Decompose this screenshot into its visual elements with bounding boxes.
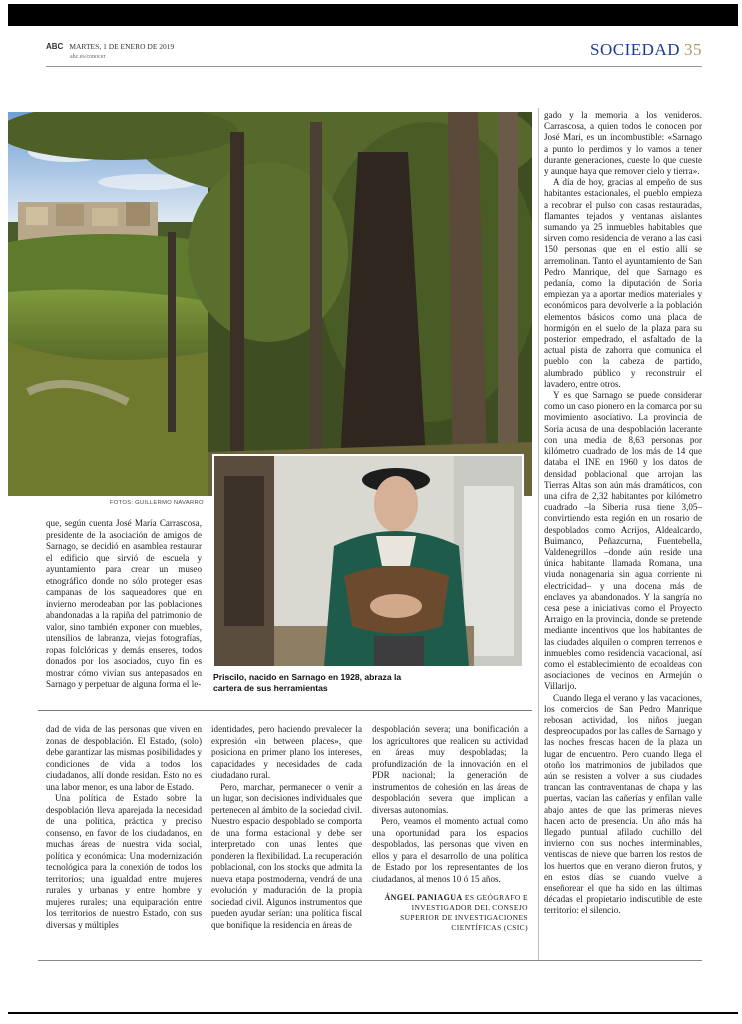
column-lower-1	[46, 724, 202, 931]
section-title	[590, 40, 702, 60]
page-header	[46, 40, 702, 72]
header-rule	[46, 66, 702, 67]
author-name: ÁNGEL PANIAGUA	[384, 893, 463, 902]
top-black-bar	[8, 4, 738, 26]
page-number: 35	[684, 40, 702, 59]
column-lower-3	[372, 724, 528, 933]
header-date: MARTES, 1 DE ENERO DE 2019	[69, 42, 175, 51]
portrait-illustration	[214, 456, 522, 666]
paragraph: Pero, marchar, permanecer o venir a un lugar, son decisiones individuales que pertenecen al ámbito de la sociedad civil. Nuestro espacio despoblado se comporta de una forma estacional y debe ser interpretado con unas lentes que ponderen la flexibilidad. La recuperación poblacional, con los stocks que admita la nueva etapa postmoderna, vendrá de una evolución y maduración de la propia sociedad civil. Algunos instrumentos que pueden ayudar serían: una política fiscal que bonifique la residencia en áreas de	[211, 781, 362, 930]
bottom-rule	[38, 960, 702, 961]
photo-caption: Priscilo, nacido en Sarnago en 1928, abraza la cartera de sus herramientas	[213, 672, 402, 693]
paragraph: Una política de Estado sobre la despoblación lleva aparejada la necesidad de una política, práctica y preciso consenso, en favor de los ciudadanos, en muchas áreas de nuestra vida social, política y económica: Una modernización tecnológica para la conexión de todos los territorios; una igualdad entre mujeres rurales y urbanas y entre hombre y mujeres rurales; una equiparación entre los territorios de nuestro Estado, con sus diversas y múltiples	[46, 793, 202, 930]
paragraph: Pero, veamos el momento actual como una oportunidad para los espacios despoblados, las personas que viven en ellos y para el desarrollo de una política de Estado por los representantes de los ciudadanos, al menos 10 ó 15 años.	[372, 816, 528, 884]
section-name: SOCIEDAD	[590, 40, 680, 59]
photo-credit: FOTOS: GUILLERMO NAVARRO	[110, 500, 204, 506]
paragraph: Y es que Sarnago se puede considerar como un caso pionero en la comarca por su movimiento asociativo. La provincia de Soria acusa de una despoblación lacerante con una media de 8,63 personas por kilómetro cuadrado de los más de 14 que databa el INE en 1960 y los datos de densidad poblacional que arrojan las Tierras Altas son aún más dramáticos, con una cifra de 2,32 habitantes por kilómetro cuadrado –la Siberia rusa tiene 3,05– convirtiendo esta región en un rosario de despoblados como Acrijos, Aldealcardo, Buimanco, Peñazcurna, Fuentebella, Valdenegrillos –donde aún reside una única habitante llamada Romana, una viuda nonagenaria sin agua corriente ni electricidad– y una docena más de enclaves ya abandonados. Y la sangría no cesa pese a iniciativas como el Proyecto Arraigo en la provincia, donde se pretende mediante incentivos que los habitantes de las ciudades alquilen o compren terrenos e inmuebles como residencia vacacional, así como el establecimiento de ecoaldeas con asociaciones de vecinos en Armejún o Villarijo.	[544, 390, 702, 692]
paragraph: Cuando llega el verano y las vacaciones, los comercios de San Pedro Manrique rebosan actividad, los niños juegan despreocupados por las calles de Sarnago y las noches frescas hacen de la plaza un lugar de encuentro. Pero cuando llega el otoño los matrimonios de jubilados que aún se resisten a volver a sus ciudades trancan las contraventanas de chapa y las puertas, vacían las cañerías y enfilan valle abajo antes de que las primeras nieves hacen acto de presencia. Un año más ha llegado puntual afilado cuchillo del invierno con sus noches interminables, ventiscas de nieve que barren los restos de los huertos que en verano dieron frutos, y en estos días se cuando vuelve a enseñorear el que ha sido en las últimas décadas el propietario indiscutible de este territorio: el silencio.	[544, 692, 702, 916]
column-divider	[38, 710, 532, 711]
landscape-photo	[8, 112, 532, 496]
column-right	[544, 110, 702, 917]
header-left	[46, 42, 174, 62]
author-bio: ES GEÓGRAFO E INVESTIGADOR DEL CONSEJO SUPERIOR DE INVESTIGACIONES CIENTÍFICAS (CSIC)	[400, 893, 528, 932]
landscape-illustration	[8, 112, 532, 496]
paragraph: dad de vida de las personas que viven en zonas de despoblación. El Estado, (solo) debe garantizar las mismas posibilidades y condiciones de vida a todos los ciudadanos, allí donde residan. Esto no es una labor menor, es una labor de Estado.	[46, 724, 202, 792]
paragraph: gado y la memoria a los venideros. Carrascosa, a quien todos le conocen por José Mari, es un incombustible: «Sarnago a punto lo perdimos y lo vamos a tener durante generaciones, cueste lo que cueste y aunque haya que remover cielo y tierra».	[544, 110, 702, 177]
right-column-divider	[538, 108, 539, 960]
portrait-photo	[212, 454, 524, 668]
paragraph: despoblación severa; una bonificación a los agricultores que realicen su actividad en áreas muy despobladas; la profundización de la innovación en el PDR nacional; la generación de instrumentos de cohesión en las áreas de despoblación severa que implican a diversas autonomías.	[372, 724, 528, 815]
author-signature	[372, 893, 528, 933]
column-left-upper	[46, 518, 202, 691]
column-lower-2	[211, 724, 362, 931]
header-url[interactable]: abc.es/conocer	[70, 54, 106, 60]
bottom-black-bar	[8, 1012, 738, 1014]
paragraph: que, según cuenta José María Carrascosa, presidente de la asociación de amigos de Sarnago, se decidió en asamblea restaurar el edificio que sirvió de escuela y ayuntamiento para crear un museo etnográfico donde no sólo proteger esas campanas de los saqueadores que en invierno merodeaban por las poblaciones abandonadas a la rapiña del patrimonio de valor, sino también exponer con muebles, utensilios de labranza, viejas fotografías, ropas folclóricas y demás enseres, todos donados por los asociados, cuyo fin es mostrar cómo vivían sus antepasados en Sarnago y perpetuar de alguna forma el le-	[46, 518, 202, 689]
paragraph: identidades, pero haciendo prevalecer la expresión «in between places», que posiciona en primer plano los intereses, capacidades y necesidades de cada ciudadano rural.	[211, 724, 362, 780]
brand-name: ABC	[46, 42, 64, 51]
paragraph: A día de hoy, gracias al empeño de sus habitantes estacionales, el pueblo empieza a recobrar el pulso con casas restauradas, flamantes tejados y ventanas aislantes sumando ya 25 inmuebles habitables que sirven como residencia de verano a las casi 150 personas que en el estío allí se arremolinan. Tanto el ayuntamiento de San Pedro Manrique, del que Sarnago es pedanía, como la diputación de Soria empiezan ya a aportar medios materiales y económicos para devolverle a la población elementos básicos como una placa de hormigón en el suelo de la plaza para su posterior empedrado, el asfaltado de la actual pista de zahorra que comunica el pueblo con la cabeza de partido, alumbrado público y reconstruir el lavadero, entre otros.	[544, 177, 702, 389]
